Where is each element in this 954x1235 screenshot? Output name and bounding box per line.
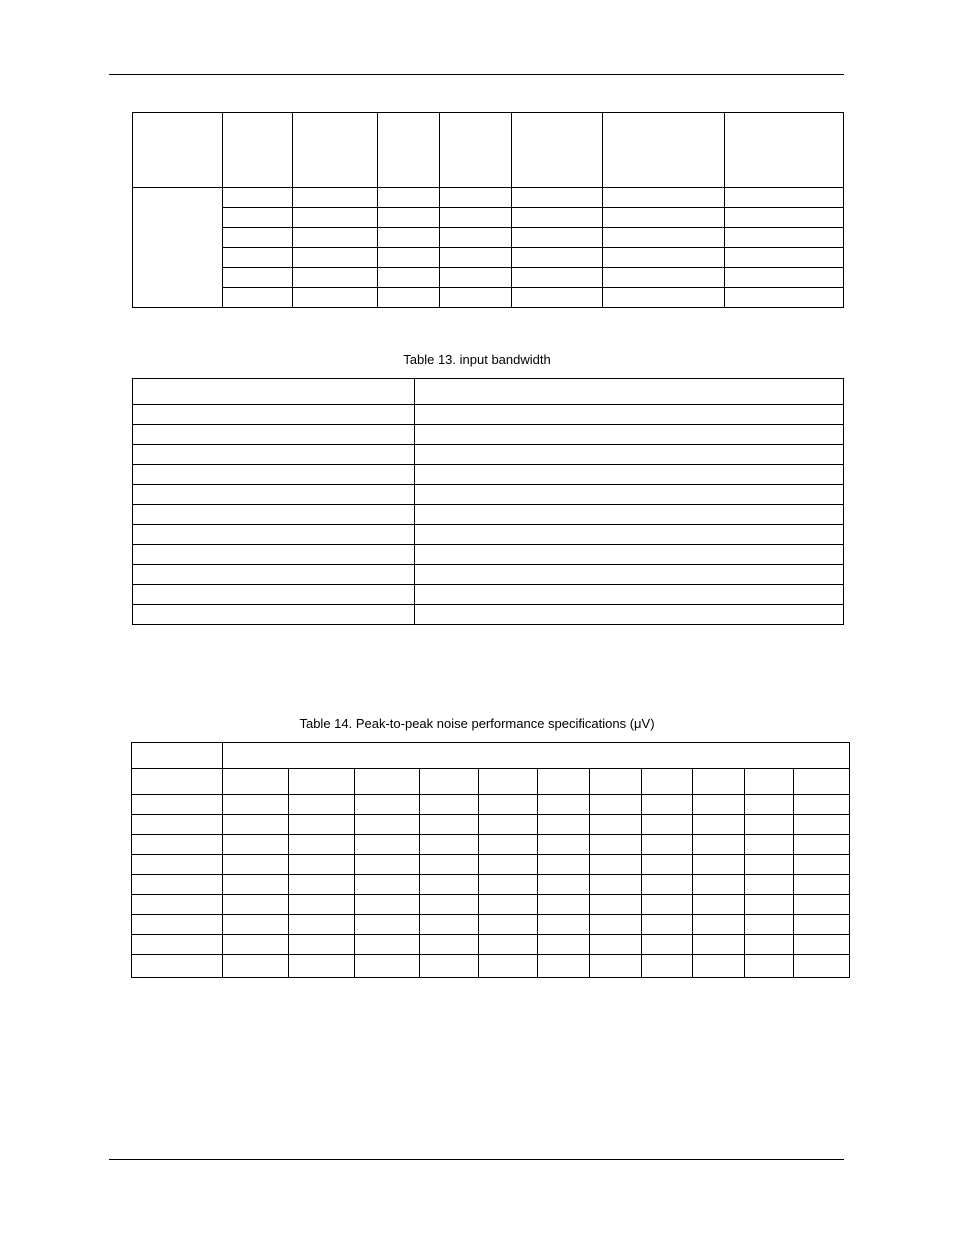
table-cell	[693, 835, 745, 855]
table-cell	[479, 915, 538, 935]
table-cell	[440, 248, 512, 268]
table-cell	[420, 855, 479, 875]
table-cell	[603, 228, 725, 248]
table-cell	[603, 188, 725, 208]
table-cell	[132, 935, 223, 955]
table-row	[133, 405, 844, 425]
table-cell	[693, 935, 745, 955]
table-cell	[479, 895, 538, 915]
table-cell	[440, 268, 512, 288]
table-cell	[693, 955, 745, 978]
table-cell	[223, 769, 289, 795]
table-cell	[538, 795, 590, 815]
table-cell	[223, 915, 289, 935]
table-cell	[642, 935, 693, 955]
table-cell	[415, 565, 844, 585]
table-cell	[745, 955, 794, 978]
table-cell	[293, 268, 378, 288]
table-cell	[378, 188, 440, 208]
table-cell	[223, 208, 293, 228]
table-cell	[590, 935, 642, 955]
table-cell	[133, 505, 415, 525]
table-header-cell	[293, 113, 378, 188]
table-cell	[133, 525, 415, 545]
table-cell	[693, 915, 745, 935]
table-cell	[415, 525, 844, 545]
table-cell	[745, 855, 794, 875]
table-cell	[420, 915, 479, 935]
table-cell	[590, 795, 642, 815]
table-header-span-cell	[223, 743, 850, 769]
table-cell	[642, 815, 693, 835]
table-cell	[725, 188, 844, 208]
table-cell	[132, 875, 223, 895]
table-cell	[745, 915, 794, 935]
spec-table-top	[132, 112, 844, 308]
table-row	[132, 835, 850, 855]
table-cell	[590, 895, 642, 915]
table-row	[133, 268, 844, 288]
table-cell	[132, 955, 223, 978]
table-cell	[538, 935, 590, 955]
table-row	[133, 505, 844, 525]
table-cell	[223, 895, 289, 915]
table-cell	[794, 815, 850, 835]
table-cell	[420, 815, 479, 835]
table-cell	[415, 445, 844, 465]
table-cell	[132, 769, 223, 795]
table-row	[132, 955, 850, 978]
table-row	[133, 208, 844, 228]
table-header-cell	[223, 113, 293, 188]
table-cell	[415, 425, 844, 445]
table-cell	[289, 875, 355, 895]
table-cell	[725, 288, 844, 308]
table-cell	[794, 795, 850, 815]
table-cell	[289, 795, 355, 815]
table-cell	[725, 208, 844, 228]
table-cell	[693, 795, 745, 815]
table-header-cell	[440, 113, 512, 188]
table-cell	[378, 228, 440, 248]
table-row	[133, 565, 844, 585]
table-cell	[538, 769, 590, 795]
table-cell	[420, 895, 479, 915]
table-header-row	[132, 743, 850, 769]
table-cell	[538, 875, 590, 895]
table-cell	[642, 955, 693, 978]
input-bandwidth-table	[132, 378, 844, 625]
table-cell	[415, 465, 844, 485]
table-cell	[420, 769, 479, 795]
table-cell	[355, 855, 420, 875]
table-cell	[479, 875, 538, 895]
table-cell	[590, 815, 642, 835]
table-cell	[415, 545, 844, 565]
table-cell	[538, 895, 590, 915]
table-header-cell	[415, 379, 844, 405]
table-cell	[415, 505, 844, 525]
table-cell	[725, 248, 844, 268]
table-cell	[794, 935, 850, 955]
table-cell	[355, 815, 420, 835]
table-cell	[642, 875, 693, 895]
table-cell	[415, 585, 844, 605]
table-cell	[642, 795, 693, 815]
table-cell	[132, 915, 223, 935]
table-cell	[293, 288, 378, 308]
table-cell	[512, 288, 603, 308]
table-cell	[223, 855, 289, 875]
table-cell	[693, 895, 745, 915]
table-row	[132, 815, 850, 835]
table-row	[133, 248, 844, 268]
table-cell	[590, 875, 642, 895]
table-cell	[479, 815, 538, 835]
table-cell	[289, 835, 355, 855]
table-cell	[420, 835, 479, 855]
table-row	[133, 425, 844, 445]
table-group-cell	[133, 188, 223, 308]
table-header-row	[133, 113, 844, 188]
table13-caption: Table 13. input bandwidth	[403, 352, 551, 367]
table-header-cell	[603, 113, 725, 188]
table-row	[132, 915, 850, 935]
table-row	[133, 465, 844, 485]
table-cell	[223, 875, 289, 895]
table-cell	[289, 915, 355, 935]
table-row	[132, 795, 850, 815]
table-cell	[590, 915, 642, 935]
table-cell	[378, 208, 440, 228]
table-cell	[590, 835, 642, 855]
table-cell	[745, 815, 794, 835]
table-cell	[745, 769, 794, 795]
table-cell	[132, 815, 223, 835]
table-cell	[794, 895, 850, 915]
table-row	[133, 228, 844, 248]
table-cell	[223, 935, 289, 955]
table-cell	[223, 268, 293, 288]
table-cell	[415, 405, 844, 425]
table-cell	[745, 895, 794, 915]
table-cell	[223, 248, 293, 268]
table-cell	[512, 268, 603, 288]
table-cell	[538, 855, 590, 875]
noise-performance-table	[131, 742, 850, 978]
table-cell	[538, 815, 590, 835]
table-row	[133, 288, 844, 308]
table-cell	[479, 795, 538, 815]
table-cell	[133, 485, 415, 505]
table-cell	[420, 795, 479, 815]
table-row	[133, 585, 844, 605]
table-row	[133, 445, 844, 465]
table-row	[132, 875, 850, 895]
table-cell	[355, 955, 420, 978]
table-cell	[603, 208, 725, 228]
table-cell	[745, 875, 794, 895]
header-rule	[109, 74, 844, 75]
table-cell	[440, 188, 512, 208]
table-cell	[642, 915, 693, 935]
table-cell	[289, 895, 355, 915]
table-cell	[289, 955, 355, 978]
table-row	[133, 525, 844, 545]
table-cell	[603, 288, 725, 308]
table-cell	[590, 855, 642, 875]
table-cell	[420, 935, 479, 955]
table-cell	[355, 935, 420, 955]
table-header-cell	[378, 113, 440, 188]
table-cell	[355, 895, 420, 915]
table-cell	[355, 769, 420, 795]
table-cell	[223, 955, 289, 978]
table-cell	[223, 288, 293, 308]
table-cell	[693, 815, 745, 835]
table-cell	[590, 955, 642, 978]
table-row	[133, 188, 844, 208]
table-cell	[223, 815, 289, 835]
table-cell	[133, 545, 415, 565]
table-cell	[355, 875, 420, 895]
table-cell	[289, 935, 355, 955]
table-cell	[440, 208, 512, 228]
table-cell	[132, 895, 223, 915]
table-cell	[293, 208, 378, 228]
table-cell	[603, 248, 725, 268]
table-cell	[132, 855, 223, 875]
table-row	[132, 855, 850, 875]
footer-rule	[109, 1159, 844, 1160]
table-cell	[420, 875, 479, 895]
table-row	[132, 935, 850, 955]
table-cell	[512, 248, 603, 268]
table-cell	[538, 835, 590, 855]
table-cell	[440, 288, 512, 308]
table-cell	[693, 855, 745, 875]
table-cell	[794, 855, 850, 875]
table-cell	[378, 288, 440, 308]
table-cell	[479, 955, 538, 978]
table-cell	[725, 228, 844, 248]
table-header-cell	[132, 743, 223, 769]
table-cell	[794, 955, 850, 978]
table-header-cell	[133, 379, 415, 405]
table-row	[133, 605, 844, 625]
table-cell	[642, 835, 693, 855]
table-cell	[642, 895, 693, 915]
table-cell	[725, 268, 844, 288]
table-row	[132, 895, 850, 915]
table-cell	[693, 769, 745, 795]
table-cell	[794, 875, 850, 895]
table-cell	[133, 465, 415, 485]
table-cell	[512, 188, 603, 208]
table-cell	[479, 769, 538, 795]
table-header-row	[133, 379, 844, 405]
table-cell	[133, 605, 415, 625]
table-cell	[590, 769, 642, 795]
table-cell	[415, 485, 844, 505]
table14-caption: Table 14. Peak-to-peak noise performance specifications (μV)	[299, 716, 655, 731]
table-cell	[223, 835, 289, 855]
table-cell	[538, 915, 590, 935]
table-header-cell	[725, 113, 844, 188]
table-cell	[293, 248, 378, 268]
table-cell	[133, 585, 415, 605]
table-subheader-row	[132, 769, 850, 795]
table-header-cell	[133, 113, 223, 188]
table-cell	[289, 769, 355, 795]
table-cell	[745, 835, 794, 855]
table-cell	[745, 795, 794, 815]
table-cell	[420, 955, 479, 978]
table-cell	[132, 835, 223, 855]
table-cell	[642, 855, 693, 875]
table-cell	[794, 835, 850, 855]
table-cell	[355, 835, 420, 855]
table-cell	[223, 228, 293, 248]
table-cell	[479, 855, 538, 875]
table-cell	[479, 835, 538, 855]
table-cell	[293, 228, 378, 248]
table-cell	[512, 228, 603, 248]
table-cell	[133, 405, 415, 425]
table-cell	[293, 188, 378, 208]
table-cell	[289, 855, 355, 875]
table-header-cell	[512, 113, 603, 188]
table-cell	[440, 228, 512, 248]
table-cell	[289, 815, 355, 835]
table-cell	[133, 565, 415, 585]
table-cell	[538, 955, 590, 978]
table-cell	[794, 915, 850, 935]
table-cell	[223, 795, 289, 815]
table-row	[133, 545, 844, 565]
table-row	[133, 485, 844, 505]
table-cell	[133, 445, 415, 465]
table-cell	[378, 268, 440, 288]
table-cell	[512, 208, 603, 228]
table-cell	[378, 248, 440, 268]
table-cell	[603, 268, 725, 288]
table-cell	[794, 769, 850, 795]
table-cell	[479, 935, 538, 955]
table-cell	[355, 915, 420, 935]
table-cell	[693, 875, 745, 895]
table-cell	[133, 425, 415, 445]
table-cell	[745, 935, 794, 955]
table-cell	[132, 795, 223, 815]
table-cell	[642, 769, 693, 795]
table-cell	[415, 605, 844, 625]
table-cell	[355, 795, 420, 815]
table-cell	[223, 188, 293, 208]
